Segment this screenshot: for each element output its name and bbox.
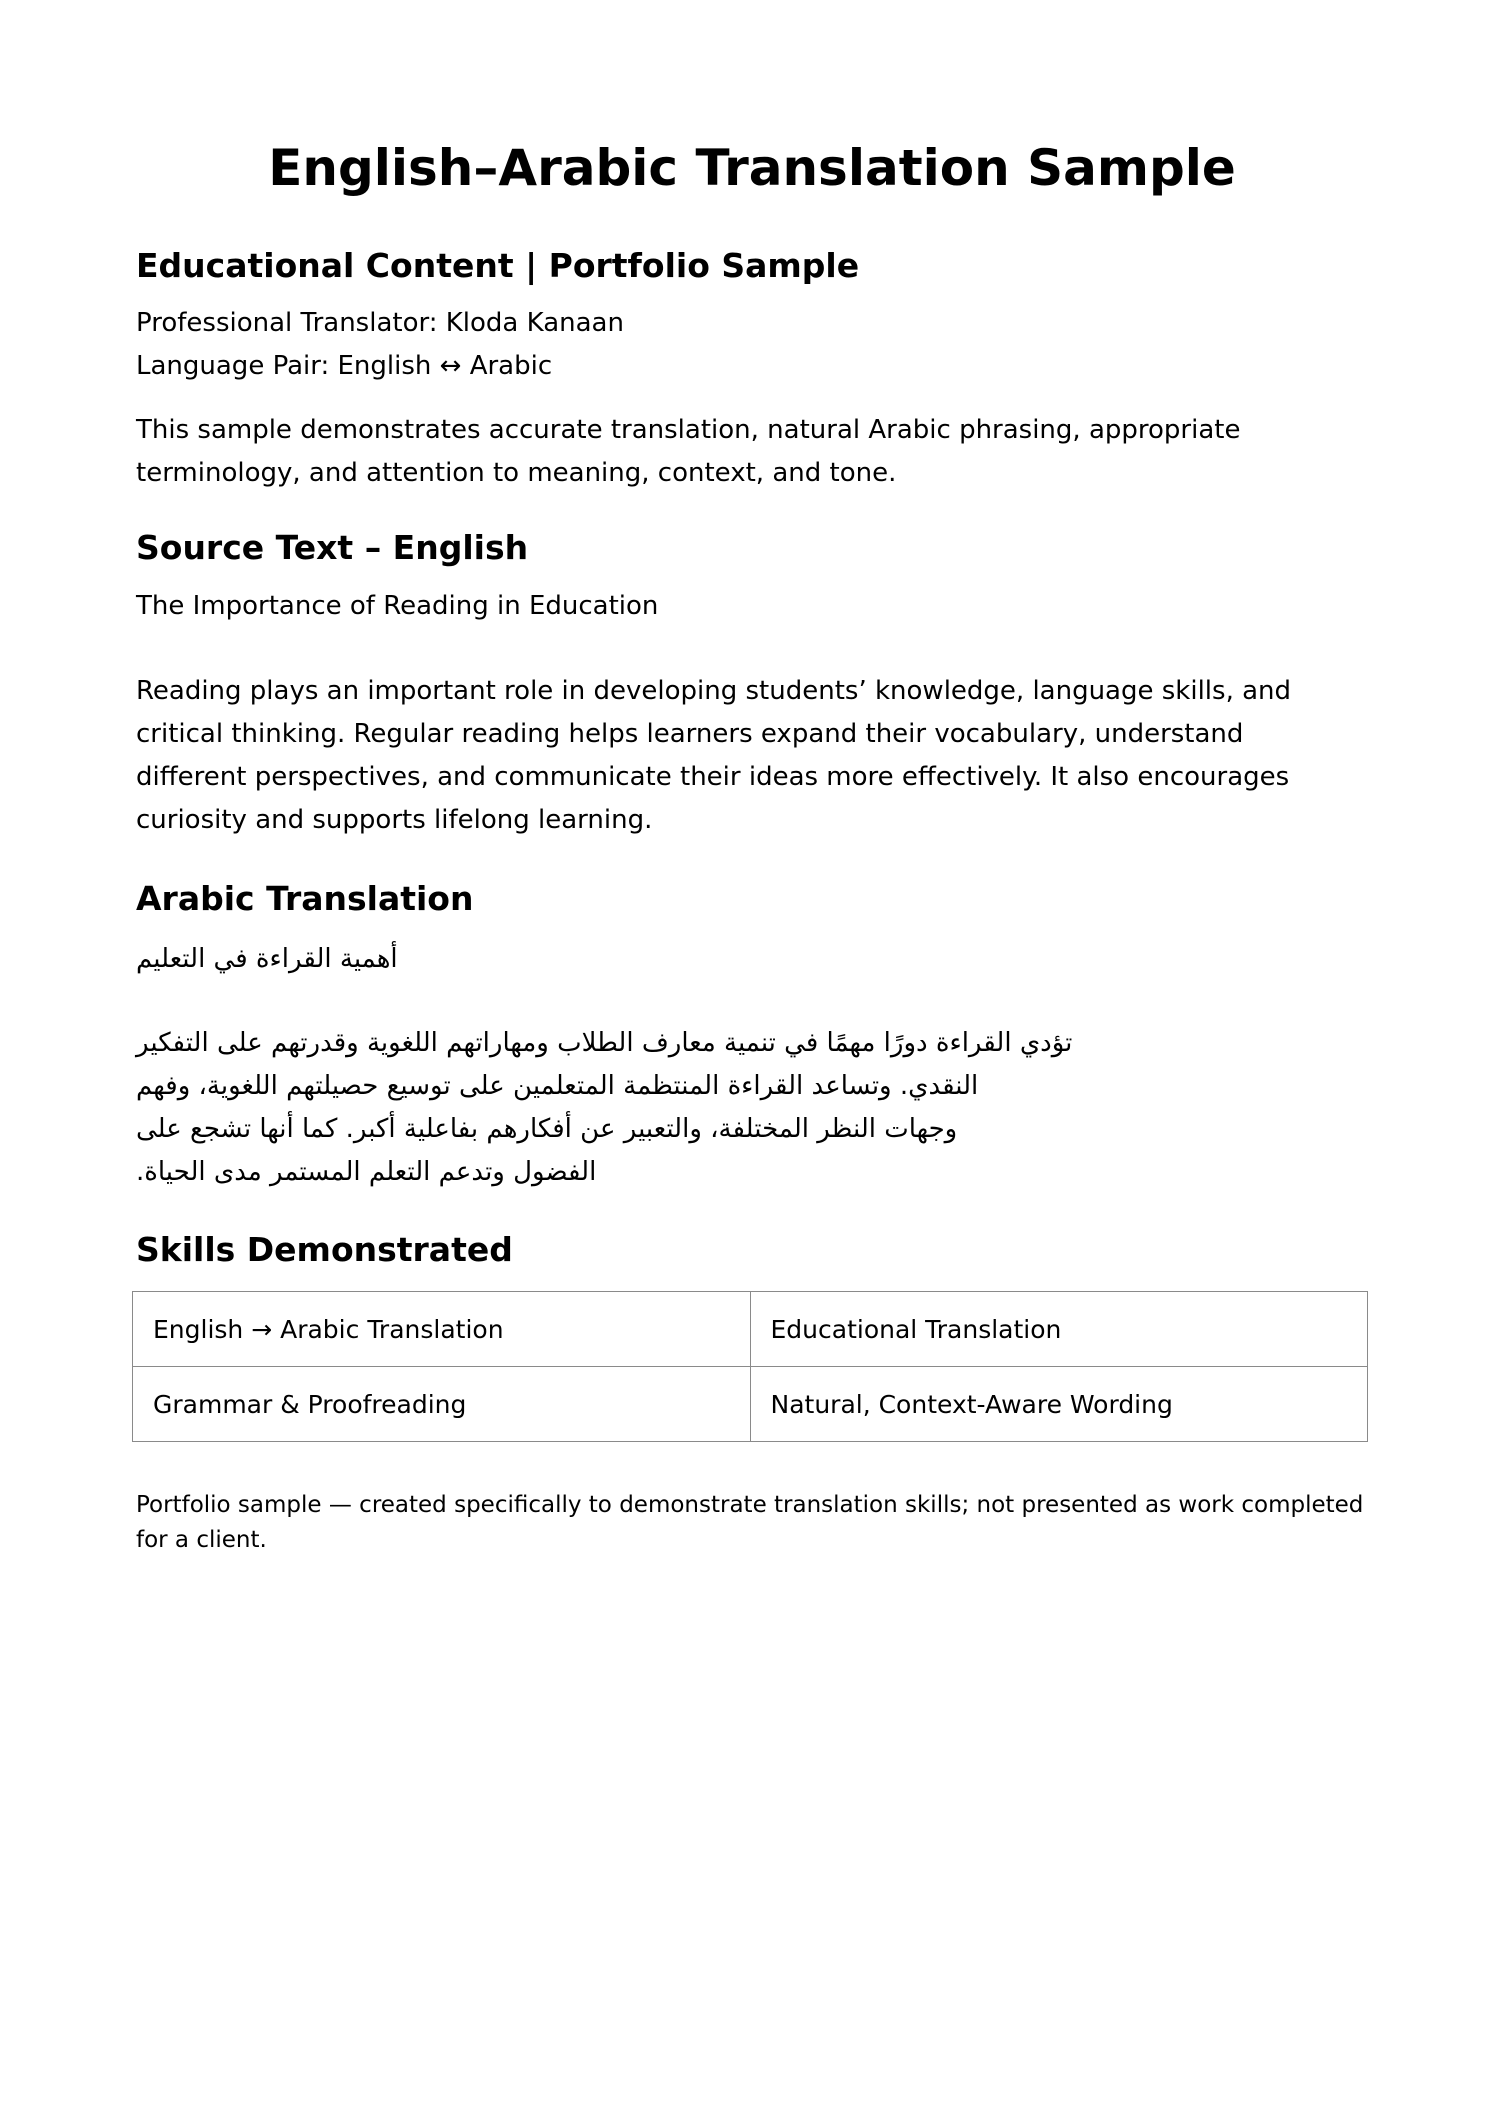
translation-title-line: أهمية القراءة في التعليم <box>136 944 398 974</box>
source-body <box>136 670 1368 842</box>
table-row <box>133 1292 1368 1367</box>
language-pair-line: Language Pair: English ↔ Arabic <box>136 351 553 381</box>
translation-body-line: وجهات النظر المختلفة، والتعبير عن أفكارهم بفاعلية أكبر. كما أنها تشجع على <box>136 1114 958 1144</box>
skills-heading: Skills Demonstrated <box>136 1230 513 1269</box>
intro-paragraph <box>136 409 1368 495</box>
page-title: English–Arabic Translation Sample <box>268 139 1236 197</box>
table-cell: Natural, Context-Aware Wording <box>750 1367 1368 1442</box>
intro-line: terminology, and attention to meaning, context, and tone. <box>136 458 897 488</box>
source-heading: Source Text – English <box>136 528 529 567</box>
translation-body-line: تؤدي القراءة دورًا مهمًا في تنمية معارف الطلاب ومهاراتهم اللغوية وقدرتهم على التفكير <box>136 1028 1073 1058</box>
footer-note-line: Portfolio sample — created specifically to demonstrate translation skills; not presented as work completed <box>136 1492 1364 1518</box>
translation-body-line: الفضول وتدعم التعلم المستمر مدى الحياة. <box>136 1157 597 1187</box>
footer-note <box>136 1488 1368 1558</box>
intro-line: This sample demonstrates accurate translation, natural Arabic phrasing, appropriate <box>136 415 1241 445</box>
translator-meta <box>136 302 1368 388</box>
translator-line: Professional Translator: Kloda Kanaan <box>136 308 624 338</box>
source-body-line: critical thinking. Regular reading helps learners expand their vocabulary, understand <box>136 719 1244 749</box>
source-title-line: The Importance of Reading in Education <box>136 591 659 621</box>
skills-table <box>132 1291 1368 1442</box>
translation-text-title <box>136 938 1368 981</box>
translation-heading: Arabic Translation <box>136 879 474 918</box>
source-body-line: different perspectives, and communicate their ideas more effectively. It also encourages <box>136 762 1290 792</box>
source-body-line: Reading plays an important role in developing students’ knowledge, language skills, and <box>136 676 1292 706</box>
table-cell: Educational Translation <box>750 1292 1368 1367</box>
translation-body-line: النقدي. وتساعد القراءة المنتظمة المتعلمين على توسيع حصيلتهم اللغوية، وفهم <box>136 1071 979 1101</box>
footer-note-line: for a client. <box>136 1527 267 1553</box>
subtitle-heading: Educational Content | Portfolio Sample <box>136 246 860 285</box>
table-cell: Grammar & Proofreading <box>133 1367 751 1442</box>
table-row <box>133 1367 1368 1442</box>
translation-body <box>136 1022 1368 1194</box>
table-cell: English → Arabic Translation <box>133 1292 751 1367</box>
source-body-line: curiosity and supports lifelong learning. <box>136 805 653 835</box>
source-text-title <box>136 585 1368 628</box>
